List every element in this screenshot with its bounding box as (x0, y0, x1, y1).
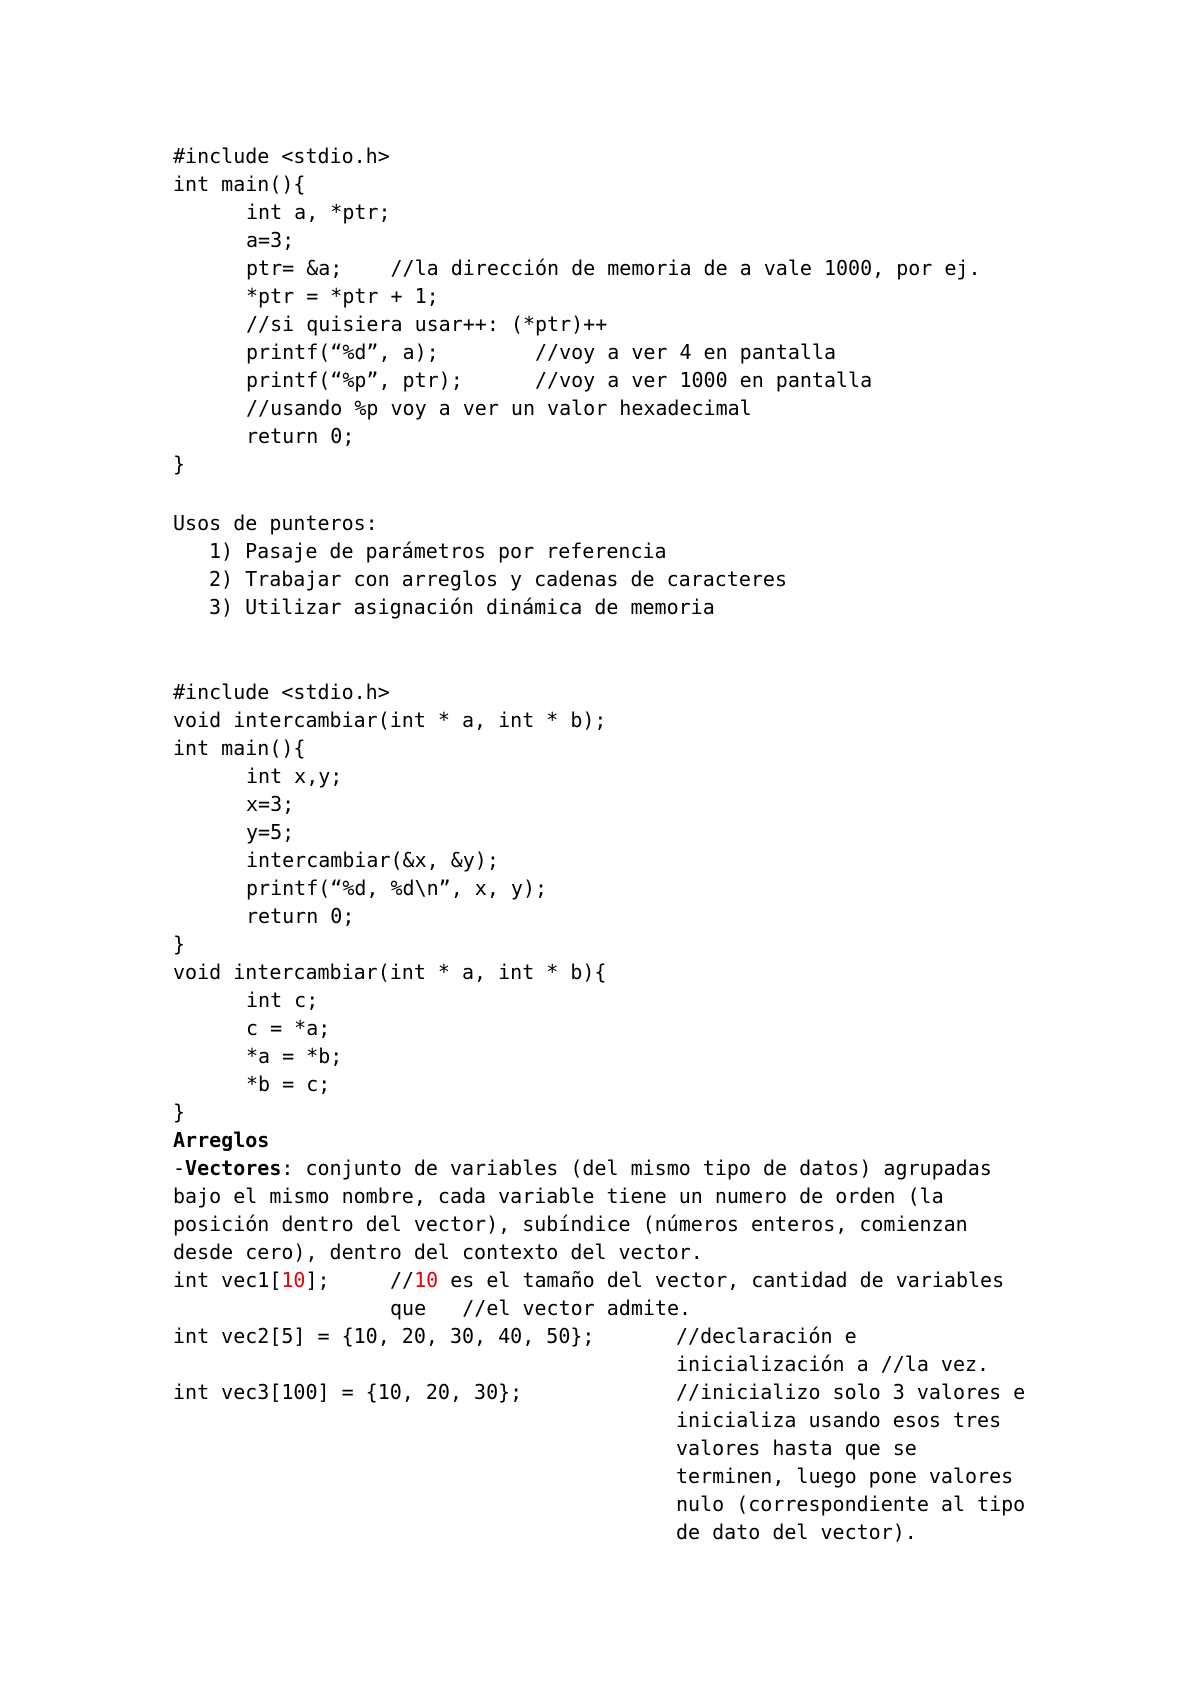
code-line: //usando %p voy a ver un valor hexadecimal (246, 396, 752, 420)
comment-text: // (390, 1268, 415, 1292)
list-item (209, 565, 787, 593)
code-line: int a, *ptr; (246, 200, 391, 224)
comment-vec3: //inicializo solo 3 valores e (676, 1380, 1026, 1404)
paragraph-line: bajo el mismo nombre, cada variable tiene un numero de orden (la (173, 1184, 944, 1208)
code-line: int main(){ (173, 736, 306, 760)
paragraph-text: : conjunto de variables (del mismo tipo de datos) agrupadas (281, 1156, 992, 1180)
comment-text: es el tamaño del vector, cantidad de variables (438, 1268, 1005, 1292)
dash: - (173, 1156, 186, 1180)
code-line: *b = c; (246, 1072, 331, 1096)
code-line: return 0; (246, 904, 355, 928)
code-line: return 0; (246, 424, 355, 448)
code-line: int main(){ (173, 172, 306, 196)
code-text: int vec1[ (173, 1268, 282, 1292)
list-text: Pasaje de parámetros por referencia (245, 539, 667, 563)
code-line: intercambiar(&x, &y); (246, 848, 499, 872)
comment-vec1 (390, 1266, 1004, 1294)
code-line: *a = *b; (246, 1044, 343, 1068)
list-number: 3) (209, 595, 234, 619)
code-line: } (173, 452, 186, 476)
code-line: *ptr = *ptr + 1; (246, 284, 439, 308)
code-line: } (173, 932, 186, 956)
highlighted-size: 10 (414, 1268, 439, 1292)
vectores-term: Vectores (185, 1156, 282, 1180)
comment-vec3: nulo (correspondiente al tipo (676, 1492, 1026, 1516)
list-number: 1) (209, 539, 234, 563)
code-line: printf(“%d, %d\n”, x, y); (246, 876, 548, 900)
list-text: Trabajar con arreglos y cadenas de caracteres (245, 567, 787, 591)
code-line: a=3; (246, 228, 295, 252)
code-line: printf(“%p”, ptr); //voy a ver 1000 en pantalla (246, 368, 873, 392)
code-line: #include <stdio.h> (173, 144, 390, 168)
paragraph-line: posición dentro del vector), subíndice (números enteros, comienzan (173, 1212, 968, 1236)
list-number: 2) (209, 567, 234, 591)
highlighted-size: 10 (281, 1268, 306, 1292)
comment-vec1-line2: que //el vector admite. (390, 1296, 692, 1320)
code-line: ptr= &a; //la dirección de memoria de a vale 1000, por ej. (246, 256, 981, 280)
comment-vec3: terminen, luego pone valores (676, 1464, 1014, 1488)
code-vec1 (173, 1266, 330, 1294)
code-line: int x,y; (246, 764, 343, 788)
paragraph-line: desde cero), dentro del contexto del vector. (173, 1240, 703, 1264)
code-vec3: int vec3[100] = {10, 20, 30}; (173, 1380, 523, 1404)
code-line: #include <stdio.h> (173, 680, 390, 704)
arreglos-heading: Arreglos (173, 1128, 270, 1152)
code-line: y=5; (246, 820, 295, 844)
comment-vec3: valores hasta que se (676, 1436, 917, 1460)
code-text: ]; (305, 1268, 330, 1292)
list-text: Utilizar asignación dinámica de memoria (245, 595, 715, 619)
code-line: void intercambiar(int * a, int * b){ (173, 960, 607, 984)
code-line: printf(“%d”, a); //voy a ver 4 en pantalla (246, 340, 837, 364)
list-item (209, 593, 715, 621)
comment-vec3: de dato del vector). (676, 1520, 917, 1544)
code-line: c = *a; (246, 1016, 331, 1040)
code-vec2: int vec2[5] = {10, 20, 30, 40, 50}; (173, 1324, 595, 1348)
comment-vec2: //declaración e (676, 1324, 857, 1348)
code-line: } (173, 1100, 186, 1124)
usos-heading: Usos de punteros: (173, 511, 378, 535)
comment-vec3: inicializa usando esos tres (676, 1408, 1002, 1432)
code-line: void intercambiar(int * a, int * b); (173, 708, 607, 732)
list-item (209, 537, 667, 565)
code-line: int c; (246, 988, 319, 1012)
paragraph-line (173, 1154, 992, 1182)
comment-vec2: inicialización a //la vez. (676, 1352, 990, 1376)
code-line: x=3; (246, 792, 295, 816)
code-line: //si quisiera usar++: (*ptr)++ (246, 312, 608, 336)
